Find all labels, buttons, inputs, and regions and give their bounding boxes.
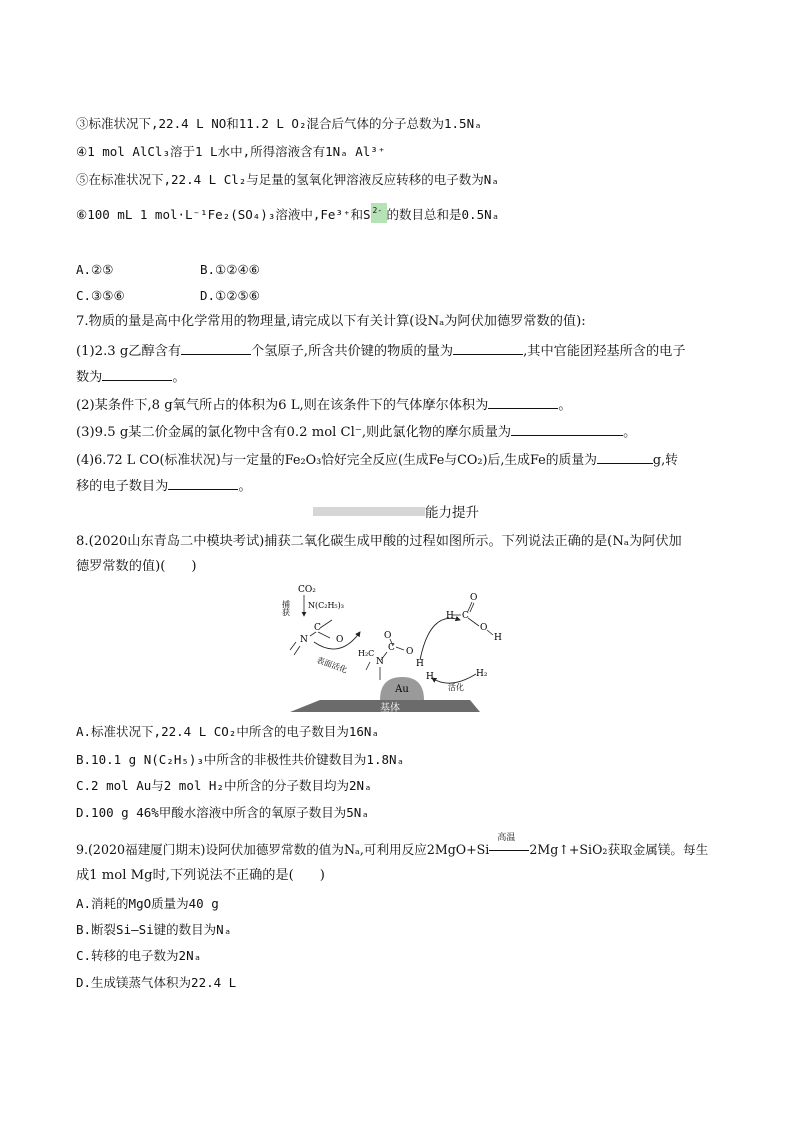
question-7-part-1-cont <box>76 367 186 388</box>
center-bonds <box>366 639 404 680</box>
statement-6-part-b: 的数目总和是0.5Nₐ <box>386 207 500 222</box>
q7-p3-text-a: (3)9.5 g某二价金属的氯化物中含有0.2 mol Cl⁻,则此氯化物的摩尔质量为 <box>76 425 512 440</box>
substrate-label: 基体 <box>380 703 400 714</box>
section-divider <box>313 507 425 516</box>
h2c-label: H₂C <box>358 649 375 658</box>
sulfate-highlight <box>371 203 387 223</box>
q9-stem-text-a: 9.(2020福建厦门期末)设阿伏加德罗常数的值为Nₐ,可利用反应2MgO+Si <box>76 842 490 857</box>
q7-p4-text-a: (4)6.72 L CO(标准状况)与一定量的Fe₂O₃恰好完全反应(生成Fe与CO₂)后,生成Fe的质量为 <box>76 453 597 468</box>
reaction-condition-label: 高温 <box>497 833 516 843</box>
question-7-part-3 <box>76 422 636 443</box>
sulfate-charge: 2- <box>372 206 383 215</box>
question-7-part-1 <box>76 341 686 362</box>
c-label-center: C <box>388 643 395 653</box>
o-label-top: O <box>384 631 392 641</box>
q8-option-d: D.100 g 46%甲酸水溶液中所含的氧原子数目为5Nₐ <box>76 805 369 820</box>
q7-p1-text-d: 数为 <box>76 370 103 385</box>
option-d: D.①②⑤⑥ <box>200 288 260 303</box>
question-9-stem-cont <box>76 866 325 886</box>
q7-p2-text-a: (2)某条件下,8 g氧气所占的体积为6 L,则在该条件下的气体摩尔体积为 <box>76 398 489 413</box>
formic-h-left: H <box>446 611 454 621</box>
statement-6-part-a: ⑥100 mL 1 mol·L⁻¹Fe₂(SO₄)₃溶液中,Fe³⁺和S <box>76 207 371 222</box>
q9-stem-paren: ) <box>319 868 325 883</box>
statement-3: ③标准状况下,22.4 L NO和11.2 L O₂混合后气体的分子总数为1.5Nₐ <box>76 116 482 131</box>
question-8-stem: 8.(2020山东青岛二中模块考试)捕获二氧化碳生成甲酸的过程如图所示。下列说法正确的是(Nₐ为阿伏加 <box>76 534 682 549</box>
surface-activation-label: 表面活化 <box>315 655 349 675</box>
q7-p4-text-c: 移的电子数目为 <box>76 479 169 494</box>
q7-p1-text-a: (1)2.3 g乙醇含有 <box>76 344 182 359</box>
formic-h-right: H <box>494 633 502 643</box>
q7-p4-text-d: 。 <box>238 479 252 494</box>
hydride-arrow <box>420 618 460 660</box>
q8-option-a: A.标准状况下,22.4 L CO₂中所含的电子数目为16Nₐ <box>76 724 379 739</box>
q7-p1-text-b: 个氢原子,所含共价键的物质的量为 <box>251 344 454 359</box>
answer-blank[interactable] <box>181 341 251 355</box>
question-7-part-4-cont <box>76 476 252 497</box>
q8-stem-paren: ) <box>191 559 197 574</box>
answer-blank[interactable] <box>168 476 238 490</box>
question-7-part-2 <box>76 395 572 416</box>
h-label-a: H <box>416 659 424 669</box>
o-label-center: O <box>406 647 414 657</box>
reaction-condition <box>489 833 529 860</box>
formic-c: C <box>462 611 469 621</box>
q9-option-c: C.转移的电子数为2Nₐ <box>76 948 202 963</box>
answer-blank[interactable] <box>453 341 523 355</box>
h2-activation-arrow <box>432 674 476 683</box>
q8-stem-text: 德罗常数的值)( <box>76 559 166 574</box>
question-9-stem <box>76 833 709 860</box>
q7-p4-text-b: g,转 <box>652 453 678 468</box>
statement-6 <box>76 203 499 225</box>
q7-p1-text-e: 。 <box>172 370 186 385</box>
q8-option-b: B.10.1 g N(C₂H₅)₃中所含的非极性共价键数目为1.8Nₐ <box>76 752 405 767</box>
o-label-left: O <box>336 635 344 645</box>
h2-label: H₂ <box>476 669 488 679</box>
formic-o-top: O <box>470 593 478 603</box>
section-title: 能力提升 <box>425 505 479 521</box>
q9-stem-text-c: 成1 mol Mg时,下列说法不正确的是( <box>76 868 294 883</box>
c-label-left: C <box>314 623 321 633</box>
answer-blank[interactable] <box>511 422 623 436</box>
q9-stem-text-b: 2Mg↑+SiO₂获取金属镁。每生 <box>529 842 709 857</box>
q9-option-d: D.生成镁蒸气体积为22.4 L <box>76 975 237 990</box>
formic-o-right: O <box>480 623 488 633</box>
n-label-left: N <box>300 635 308 645</box>
h-label-b: H <box>426 672 434 682</box>
q7-p2-text-b: 。 <box>558 398 572 413</box>
q8-option-c: C.2 mol Au与2 mol H₂中所含的分子数目均为2Nₐ <box>76 778 372 793</box>
q7-p1-text-c: ,其中官能团羟基所含的电子 <box>523 344 686 359</box>
co2-capture-diagram <box>280 580 510 715</box>
answer-blank[interactable] <box>597 450 653 464</box>
q7-p3-text-b: 。 <box>623 425 637 440</box>
statement-4: ④1 mol AlCl₃溶于1 L水中,所得溶液含有1Nₐ Al³⁺ <box>76 144 386 159</box>
question-7-part-4 <box>76 450 678 471</box>
capture-label: 捕获 <box>281 600 291 616</box>
option-a: A.②⑤ <box>76 262 114 277</box>
q9-option-b: B.断裂Si—Si键的数目为Nₐ <box>76 922 232 937</box>
question-8-stem-cont <box>76 557 197 577</box>
amine-label: N(C₂H₅)₃ <box>308 601 344 610</box>
option-c: C.③⑤⑥ <box>76 288 125 303</box>
statement-5: ⑤在标准状况下,22.4 L Cl₂与足量的氢氧化钾溶液反应转移的电子数为Nₐ <box>76 172 499 187</box>
gold-label: Au <box>395 684 409 695</box>
n-label-center: N <box>376 657 384 667</box>
left-bonds <box>290 620 332 655</box>
answer-blank[interactable] <box>102 367 172 381</box>
activation-label: 活化 <box>448 683 464 692</box>
co2-label: CO₂ <box>298 585 316 595</box>
q9-option-a: A.消耗的MgO质量为40 g <box>76 896 219 911</box>
question-7-stem: 7.物质的量是高中化学常用的物理量,请完成以下有关计算(设Nₐ为阿伏加德罗常数的值): <box>76 314 586 329</box>
answer-blank[interactable] <box>488 395 558 409</box>
option-b: B.①②④⑥ <box>200 262 260 277</box>
